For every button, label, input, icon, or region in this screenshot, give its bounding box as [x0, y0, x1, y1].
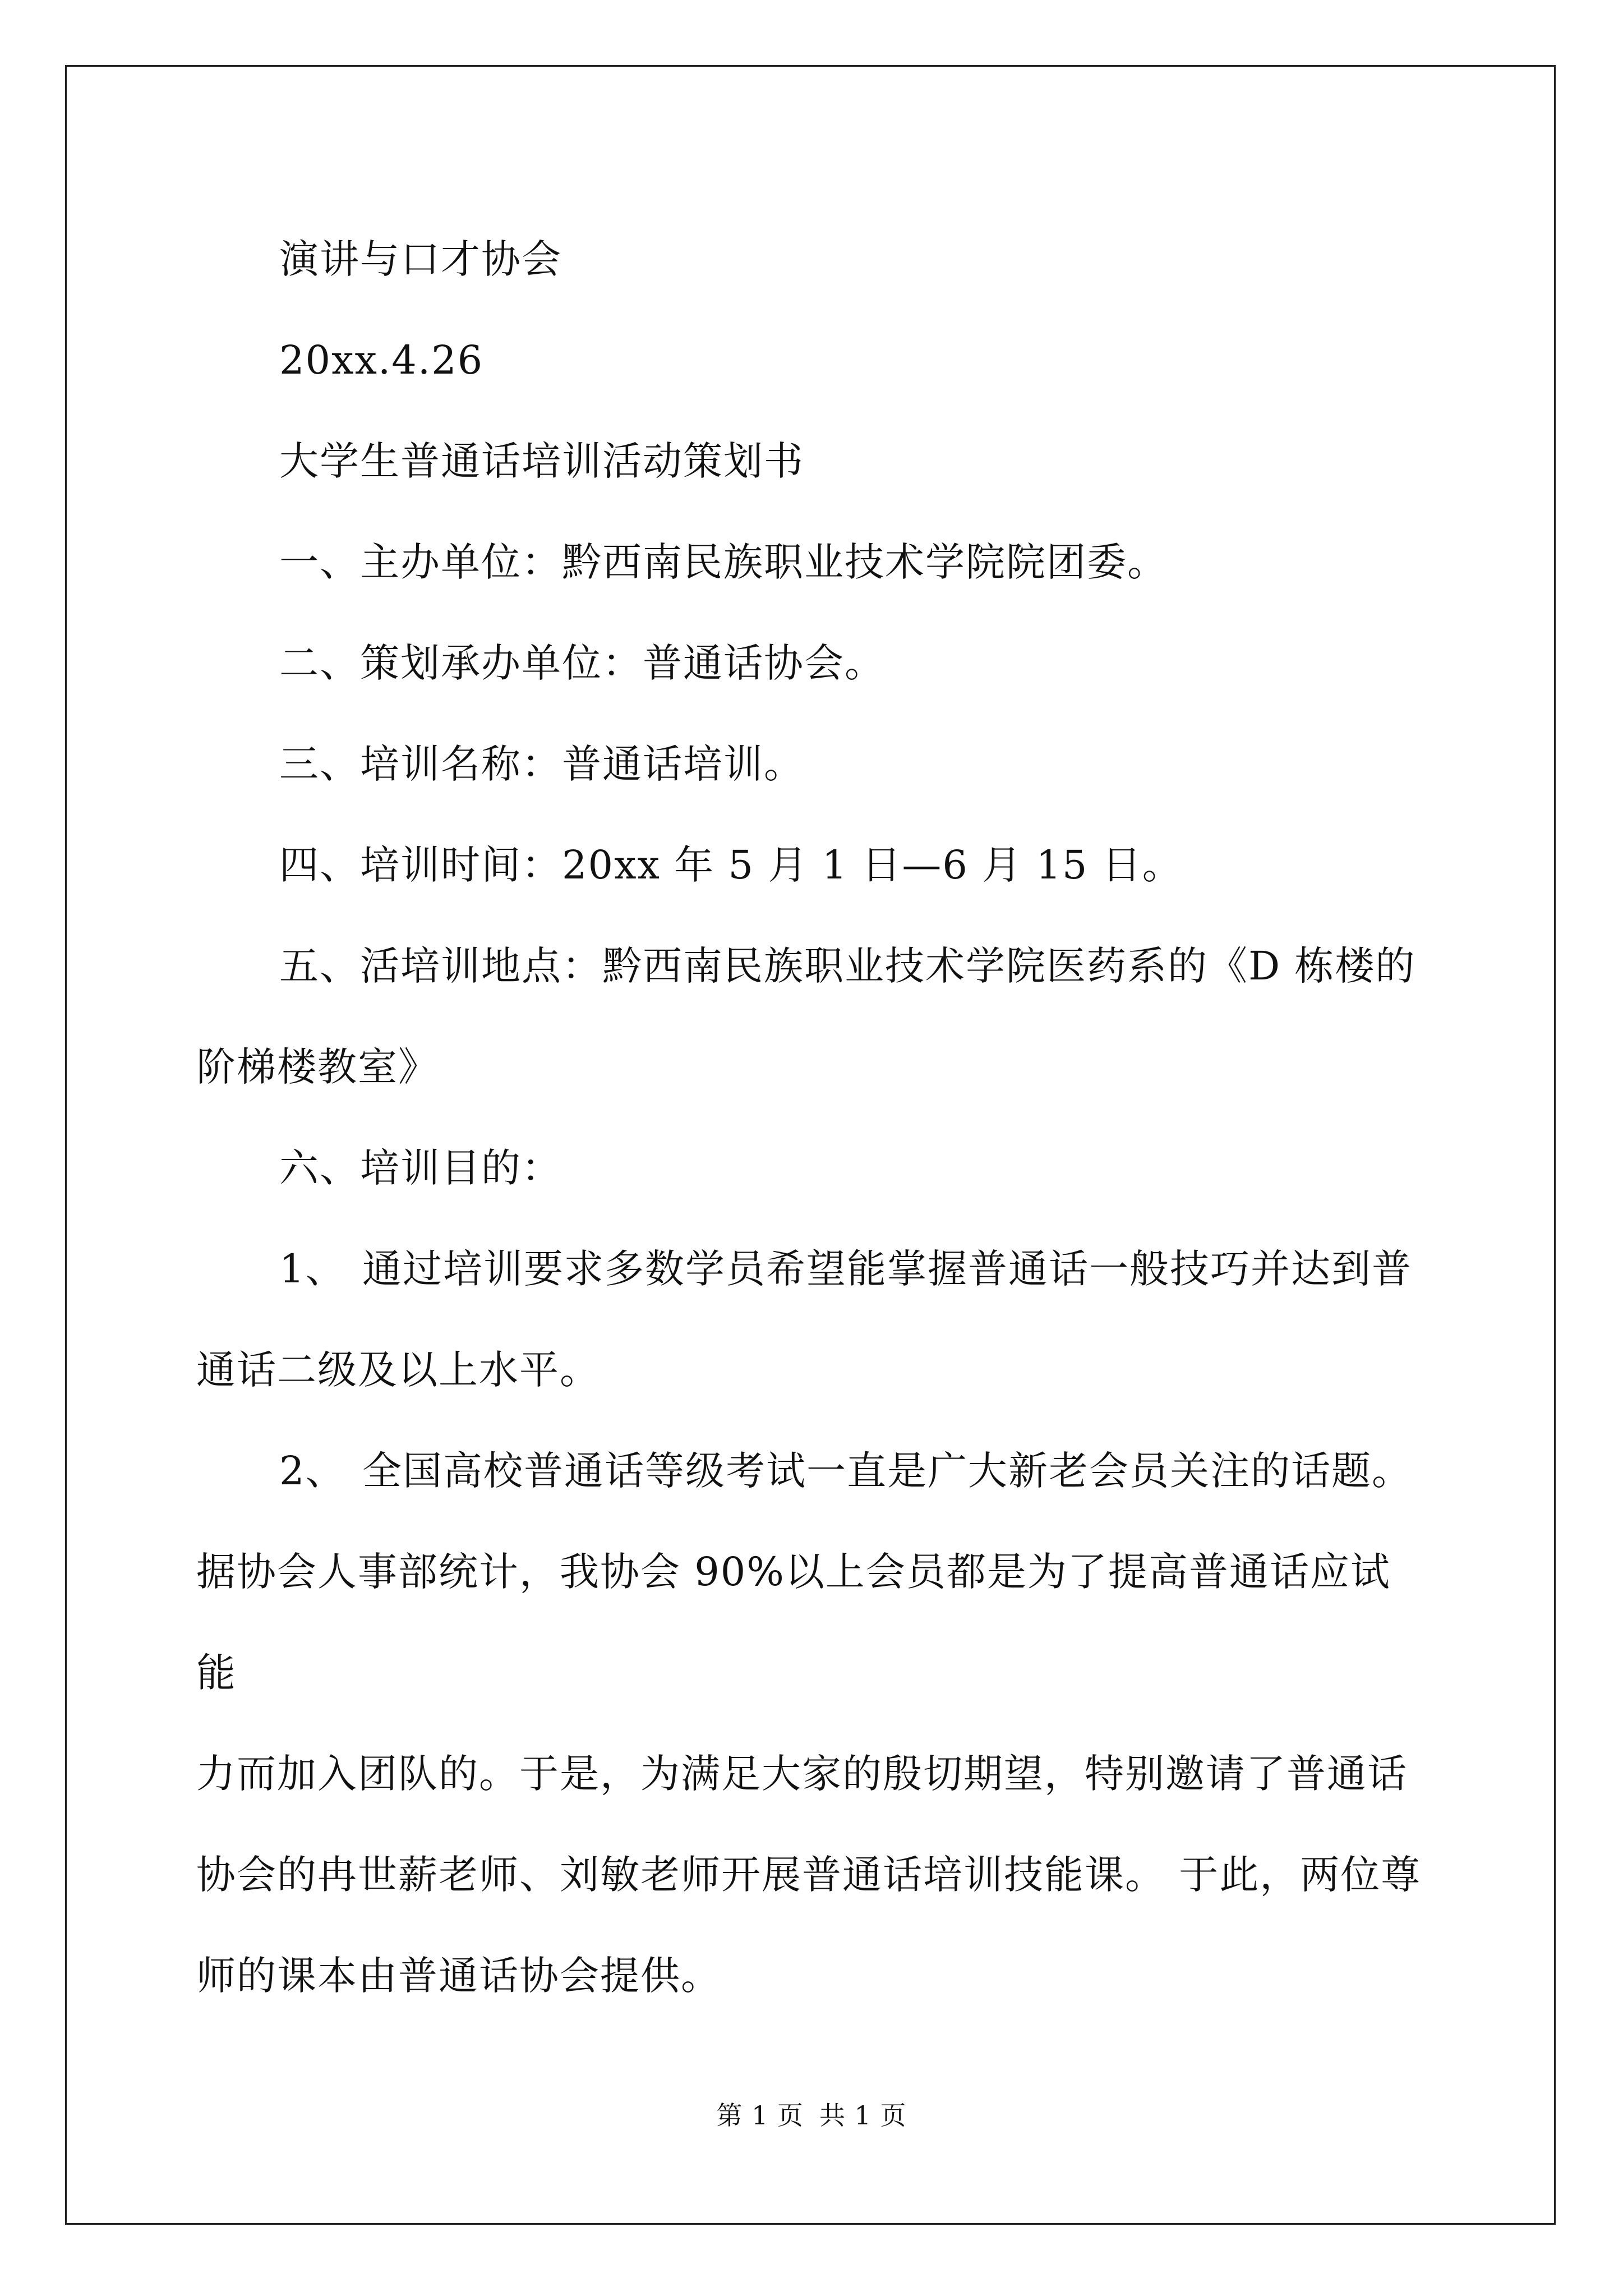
purpose-item-1 — [196, 1218, 1427, 1319]
document-title: 大学生普通话培训活动策划书 — [279, 438, 804, 484]
document-body — [196, 209, 1427, 2026]
page-footer — [0, 2095, 1623, 2132]
section-training-place-continued: 阶梯楼教室》 — [196, 1044, 439, 1090]
purpose-item-2-line-4: 协会的冉世薪老师、刘敏老师开展普通话培训技能课。 于此，两位尊 — [196, 1852, 1422, 1898]
purpose-item-1-text: 通过培训要求多数学员希望能掌握普通话一般技巧并达到普 — [362, 1246, 1412, 1292]
section-organizer-unit: 二、策划承办单位：普通话协会。 — [279, 640, 885, 686]
purpose-item-2 — [196, 1420, 1427, 1521]
purpose-item-2-line-5: 师的课本由普通话协会提供。 — [196, 1953, 721, 1999]
page-total: 共 1 页 — [819, 2100, 907, 2131]
purpose-item-2-line-2: 据协会人事部统计，我协会 90%以上会员都是为了提高普通话应试能 — [196, 1549, 1391, 1696]
purpose-item-2-number: 2、 — [279, 1448, 346, 1494]
section-training-place: 五、活培训地点：黔西南民族职业技术学院医药系的《D 栋楼的 — [279, 943, 1416, 989]
section-training-name: 三、培训名称：普通话培训。 — [279, 741, 804, 787]
section-training-time: 四、培训时间：20xx 年 5 月 1 日—6 月 15 日。 — [279, 842, 1183, 888]
organization-name: 演讲与口才协会 — [279, 236, 562, 282]
section-host-unit: 一、主办单位：黔西南民族职业技术学院院团委。 — [279, 539, 1168, 585]
page-number: 第 1 页 — [716, 2100, 804, 2131]
purpose-item-1-continued: 通话二级及以上水平。 — [196, 1347, 600, 1393]
purpose-item-2-text: 全国高校普通话等级考试一直是广大新老会员关注的话题。 — [362, 1448, 1412, 1494]
purpose-item-1-number: 1、 — [279, 1246, 346, 1292]
section-training-purpose: 六、培训目的： — [279, 1145, 562, 1191]
purpose-item-2-line-3: 力而加入团队的。于是，为满足大家的殷切期望，特别邀请了普通话 — [196, 1751, 1408, 1797]
document-date: 20xx.4.26 — [279, 337, 484, 383]
